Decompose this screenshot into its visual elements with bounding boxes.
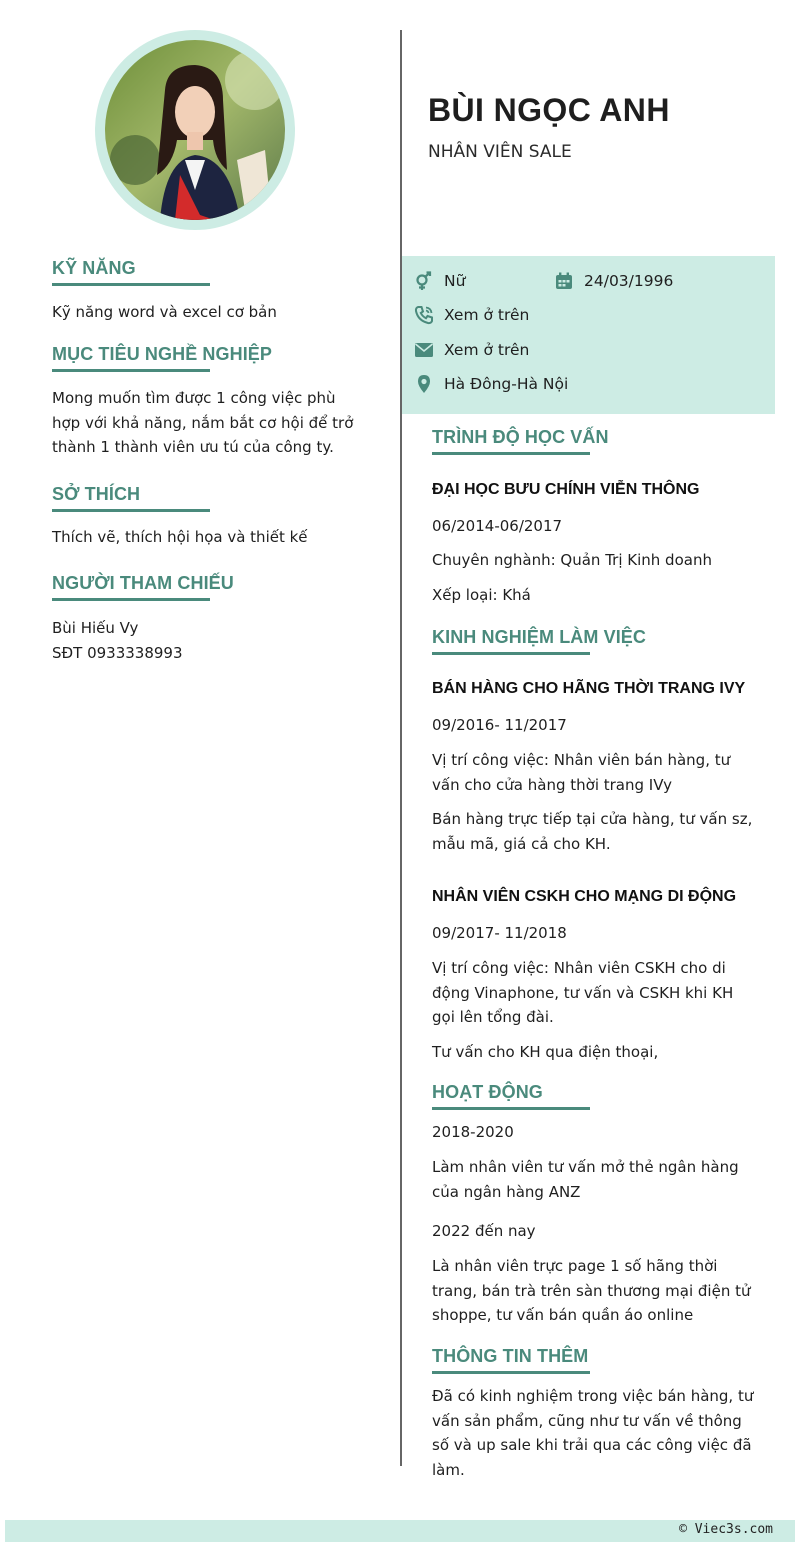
- hobbies-heading-rule: [52, 509, 210, 512]
- job-description: [432, 956, 733, 1030]
- additional-line: số và up sale khi trải qua các công việc đã: [432, 1436, 752, 1454]
- gender-icon: [414, 271, 434, 291]
- activity-line: Là nhân viên trực page 1 số hãng thời: [432, 1257, 718, 1275]
- activities-heading: HOẠT ĐỘNG: [432, 1082, 543, 1102]
- phone-icon: [414, 305, 434, 325]
- job-description-line: vấn cho cửa hàng thời trang IVy: [432, 775, 672, 794]
- activities-heading-rule: [432, 1107, 590, 1110]
- additional-line: Đã có kinh nghiệm trong việc bán hàng, tư: [432, 1387, 754, 1405]
- candidate-job-title: NHÂN VIÊN SALE: [428, 142, 572, 162]
- additional-heading-rule: [432, 1371, 590, 1374]
- activities-section: [432, 1082, 590, 1110]
- education-section: [432, 427, 609, 455]
- education-period: 06/2014-06/2017: [432, 517, 563, 535]
- skills-section: [52, 258, 210, 286]
- column-divider: [400, 30, 402, 1466]
- skills-text: Kỹ năng word và excel cơ bản: [52, 303, 277, 321]
- candidate-name: BÙI NGỌC ANH: [428, 92, 670, 128]
- job-title: NHÂN VIÊN CSKH CHO MẠNG DI ĐỘNG: [432, 888, 737, 905]
- objective-heading: MỤC TIÊU NGHỀ NGHIỆP: [52, 344, 273, 364]
- activity-line: trang, bán trà trên sàn thương mại điện tử: [432, 1281, 751, 1300]
- contact-email: [414, 340, 529, 360]
- additional-section: [432, 1346, 590, 1374]
- hobbies-text: Thích vẽ, thích hội họa và thiết kế: [52, 528, 308, 546]
- objective-section: [52, 344, 272, 372]
- hobbies-section: [52, 484, 210, 512]
- reference-phone: SĐT 0933338993: [52, 643, 183, 662]
- education-heading-rule: [432, 452, 590, 455]
- additional-heading: THÔNG TIN THÊM: [432, 1346, 589, 1366]
- education-heading: TRÌNH ĐỘ HỌC VẤN: [432, 427, 609, 447]
- job-description-line: gọi lên tổng đài.: [432, 1008, 554, 1026]
- calendar-icon: [554, 271, 574, 291]
- job-description-line: Vị trí công việc: Nhân viên CSKH cho di: [432, 959, 726, 977]
- gender-value: Nữ: [444, 272, 466, 290]
- job-description-line: Bán hàng trực tiếp tại cửa hàng, tư vấn sz,: [432, 810, 753, 828]
- birthday-value: 24/03/1996: [584, 272, 674, 290]
- experience-section: [432, 627, 646, 655]
- footer-bar: [5, 1520, 795, 1542]
- contact-gender: [414, 271, 465, 291]
- address-value: Hà Đông-Hà Nội: [444, 375, 569, 393]
- hobbies-heading: SỞ THÍCH: [52, 484, 141, 504]
- references-section: [52, 573, 234, 601]
- activity-line: Làm nhân viên tư vấn mở thẻ ngân hàng: [432, 1158, 739, 1176]
- experience-heading: KINH NGHIỆM LÀM VIỆC: [432, 627, 647, 647]
- email-value: Xem ở trên: [444, 341, 530, 359]
- school-name: ĐẠI HỌC BƯU CHÍNH VIỄN THÔNG: [432, 481, 700, 498]
- job-description-line: động Vinaphone, tư vấn và CSKH khi KH: [432, 983, 734, 1002]
- objective-heading-rule: [52, 369, 210, 372]
- job-description: [432, 1040, 658, 1065]
- references-heading-rule: [52, 598, 210, 601]
- activity-description: [432, 1254, 751, 1328]
- avatar-frame: [95, 30, 295, 230]
- objective-line: hợp với khả năng, nắm bắt cơ hội để trở: [52, 413, 354, 432]
- job-description-line: Vị trí công việc: Nhân viên bán hàng, tư: [432, 751, 731, 769]
- activity-period: 2018-2020: [432, 1123, 514, 1141]
- job-period: 09/2017- 11/2018: [432, 924, 567, 942]
- footer-credit[interactable]: © Viec3s.com: [679, 1522, 773, 1537]
- objective-line: thành 1 thành viên ưu tú của công ty.: [52, 438, 334, 456]
- contact-phone: [414, 305, 529, 325]
- references-heading: NGƯỜI THAM CHIẾU: [52, 573, 234, 593]
- location-icon: [414, 374, 434, 394]
- additional-text: [432, 1384, 753, 1482]
- activity-line: shoppe, tư vấn bán quần áo online: [432, 1306, 694, 1324]
- job-description: [432, 807, 752, 856]
- reference-name: Bùi Hiếu Vy: [52, 619, 139, 637]
- job-description: [432, 748, 730, 797]
- skills-heading-rule: [52, 283, 210, 286]
- objective-line: Mong muốn tìm được 1 công việc phù: [52, 389, 336, 407]
- experience-heading-rule: [432, 652, 590, 655]
- email-icon: [414, 340, 434, 360]
- references-text: [52, 616, 183, 665]
- contact-address: [414, 374, 568, 394]
- contact-panel: [402, 256, 775, 414]
- contact-birthday: [554, 271, 673, 291]
- avatar: [105, 40, 285, 220]
- activity-period: 2022 đến nay: [432, 1222, 536, 1240]
- skills-heading: KỸ NĂNG: [52, 258, 136, 278]
- phone-value: Xem ở trên: [444, 306, 530, 324]
- activity-line: của ngân hàng ANZ: [432, 1182, 581, 1201]
- additional-line: vấn sản phẩm, cũng như tư vấn về thông: [432, 1411, 742, 1430]
- education-grade: Xếp loại: Khá: [432, 586, 531, 604]
- additional-line: làm.: [432, 1460, 465, 1479]
- objective-text: [52, 386, 353, 460]
- education-major: Chuyên nghành: Quản Trị Kinh doanh: [432, 551, 712, 569]
- job-description-line: mẫu mã, giá cả cho KH.: [432, 834, 611, 853]
- activity-description: [432, 1155, 739, 1204]
- job-description-line: Tư vấn cho KH qua điện thoại,: [432, 1043, 659, 1061]
- job-title: BÁN HÀNG CHO HÃNG THỜI TRANG IVY: [432, 680, 746, 697]
- job-period: 09/2016- 11/2017: [432, 716, 567, 734]
